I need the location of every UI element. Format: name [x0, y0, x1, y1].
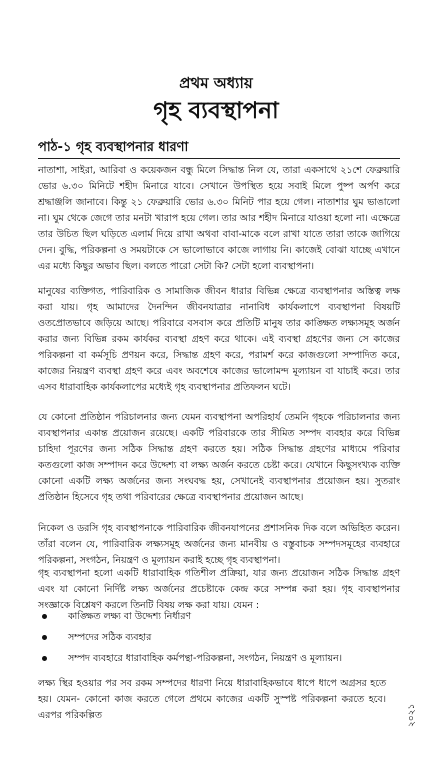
paragraph-need-for-management: যে কোনো প্রতিষ্ঠান পরিচালনার জন্য যেমন ব্যবস্থাপনা অপরিহার্য তেমনি গৃহকে পরিচালনার জন্য ব্যবস্থাপনার একান্ত প্রয়োজন রয়েছে। একটি পরিবারকে তার সীমিত সম্পদ ব্যবহার করে বিভিন্ন চাহিদা পূরণের জন্য সঠিক সিদ্ধান্ত গ্রহণ করতে হয়। সঠিক সিদ্ধান্ত গ্রহণের মাধ্যমে পরিবার কতগুলো কাজ সম্পাদন করে উদ্দেশ্য বা লক্ষ্য অর্জন করতে চেষ্টা করে। যেখানে কিছুসংখ্যক ব্যক্তি কোনো একটি লক্ষ্য অর্জনের জন্য সংঘবদ্ধ হয়, সেখানেই ব্যবস্থাপনার প্রয়োজন হয়। সুতরাং প্রতিষ্ঠান হিসেবে গৃহ তথা পরিবারের ক্ষেত্রে ব্যবস্থাপনার প্রয়োজন আছে।	[38, 412, 400, 503]
paragraph-intro-story: নাতাশা, সাইরা, আরিবা ও কয়েকজন বন্ধু মিলে সিদ্ধান্ত নিল যে, তারা একসাথে ২১শে ফেব্রুয়ারি ভোর ৬.৩০ মিনিটে শহীদ মিনারে যাবে। সেখানে উপস্থিত হয়ে সবাই মিলে পুষ্প অর্পণ করে শ্রদ্ধাঞ্জলি জানাবে। কিন্তু ২১ ফেব্রুয়ারি ভোর ৬.৩০ মিনিট পার হয়ে গেল। নাতাশার ঘুম ভাঙালো না। ঘুম থেকে জেগে তার মনটা খারাপ হয়ে গেল। তার আর শহীদ মিনারে যাওয়া হলো না। এক্ষেত্রে তার উচিত ছিল ঘড়িতে এলার্ম দিয়ে রাখা অথবা বাবা-মাকে বলে রাখা যাতে তারা তাকে জাগিয়ে দেন। বুদ্ধি, পরিকল্পনা ও সময়টাকে সে ভালোভাবে কাজে লাগায় নি। কাজেই বোঝা যাচ্ছে এখানে এর মধ্যে কিছুর অভাব ছিল। বলতে পারো সেটা কি? সেটা হলো ব্যবস্থাপনা।	[38, 165, 400, 272]
bullet-dot-icon	[42, 614, 47, 619]
paragraph-management-in-life: মানুষের ব্যক্তিগত, পারিবারিক ও সামাজিক জীবন ধারার বিভিন্ন ক্ষেত্রে ব্যবস্থাপনার অস্তিত্ব লক্ষ করা যায়। গৃহ আমাদের দৈনন্দিন জীবনযাত্রার নানাবিধ কার্যকলাপে ব্যবস্থাপনা বিষয়টি ওতপ্রোতভাবে জড়িয়ে আছে। পরিবারে বসবাস করে প্রতিটি মানুষ তার কাঙ্ক্ষিত লক্ষ্যসমূহ অর্জন করার জন্য বিভিন্ন রকম কার্যকর ব্যবস্থা গ্রহণ করে থাকে। এই ব্যবস্থা গ্রহণের জন্য সে কাজের পরিকল্পনা বা কর্মসূচি প্রণয়ন করে, সিদ্ধান্ত গ্রহণ করে, পরামর্শ করে কাজগুলো সম্পাদিত করে, কাজের নিয়ন্ত্রণ ব্যবস্থা গ্রহণ করে এবং অবশেষে কাজের ভালোমন্দ মূল্যায়ন বা যাচাই করে। তার এসব ধারাবাহিক কার্যকলাপের মধ্যেই গৃহ ব্যবস্থাপনার প্রতিফলন ঘটে।	[38, 286, 400, 393]
bullet-text: সম্পদের সঠিক ব্যবহার	[68, 632, 152, 643]
paragraph-closing: লক্ষ্য স্থির হওয়ার পর সব রকম সম্পদের ধারণা নিয়ে ধারাবাহিকভাবে ধাপে ধাপে অগ্রসর হতে হয়। যেমন- কোনো কাজ করতে গেলে প্রথমে কাজের একটি সুস্পষ্ট পরিকল্পনা করতে হবে। এরপর পরিকল্পিত	[38, 678, 386, 721]
bullet-dot-icon	[42, 635, 47, 640]
bullet-text: কাঙ্ক্ষিত লক্ষ্য বা উদ্দেশ্য নির্ধারণ	[68, 611, 192, 622]
paragraph-process-definition: গৃহ ব্যবস্থাপনা হলো একটি ধারাবাহিক গতিশীল প্রক্রিয়া, যার জন্য প্রয়োজন সঠিক সিদ্ধান্ত গ্রহণ এবং যা কোনো নির্দিষ্ট লক্ষ্য অর্জনের প্রচেষ্টাকে কেন্দ্র করে সম্পন্ন করা হয়। গৃহ ব্যবস্থাপনার সংজ্ঞাকে বিশ্লেষণ করলে তিনটি বিষয় লক্ষ করা যায়। যেমন :	[38, 568, 400, 611]
section-heading: পাঠ-১ গৃহ ব্যবস্থাপনার ধারণা	[38, 140, 189, 155]
page-number: ২০২১	[407, 703, 417, 727]
paragraph-nickell-dorsey-definition: নিকেল ও ডরসি গৃহ ব্যবস্থাপনাকে পারিবারিক জীবনযাপনের প্রশাসনিক দিক বলে অভিহিত করেন। তাঁরা বলেন যে, পারিবারিক লক্ষ্যসমূহ অর্জনের জন্য মানবীয় ও বস্তুবাচক সম্পদসমূহের ব্যবহারে পরিকল্পনা, সংগঠন, নিয়ন্ত্রণ ও মূল্যায়ন করাই হচ্ছে গৃহ ব্যবস্থাপনা।	[38, 523, 400, 566]
bullet-item	[38, 606, 400, 627]
bullet-dot-icon	[42, 656, 47, 661]
bullet-item	[38, 648, 400, 669]
bullet-list	[38, 606, 400, 669]
bullet-text: সম্পদ ব্যবহারে ধারাবাহিক কর্মপন্থা-পরিকল্পনা, সংগঠন, নিয়ন্ত্রণ ও মূল্যায়ন।	[68, 653, 342, 664]
chapter-title: গৃহ ব্যবস্থাপনা	[153, 98, 279, 124]
chapter-label: প্রথম অধ্যায়	[179, 74, 253, 92]
section-divider	[38, 158, 400, 159]
bullet-item	[38, 627, 400, 648]
